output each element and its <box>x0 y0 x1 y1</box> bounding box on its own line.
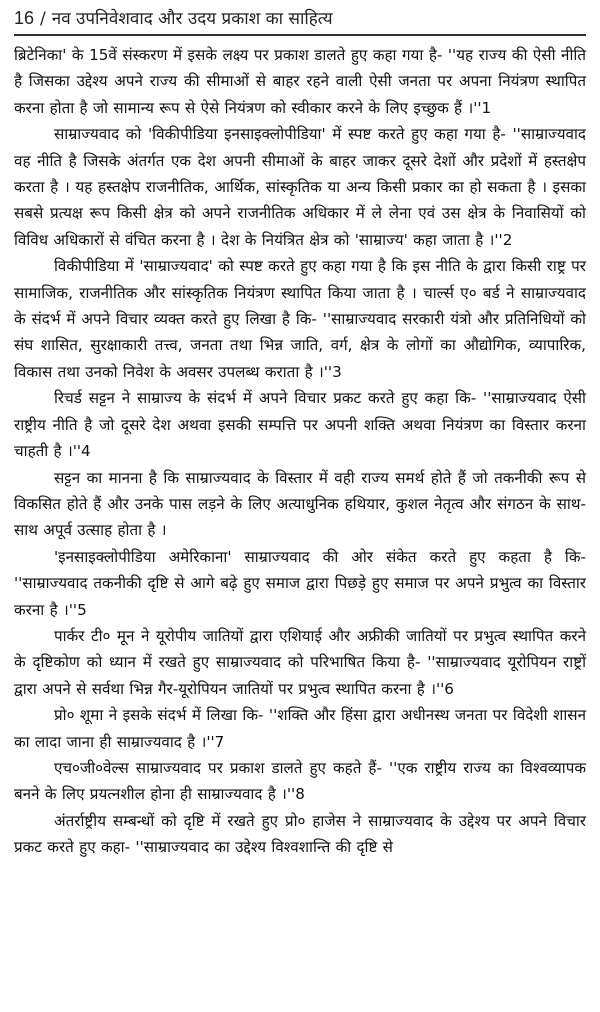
header-separator: / <box>40 9 46 29</box>
paragraph-1: ब्रिटेनिका' के 15वें संस्करण में इसके लक्ष्य पर प्रकाश डालते हुए कहा गया है- ''यह राज्य की ऐसी नीति है जिसका उद्देश्य अपने राज्य की सीमाओं से बाहर रहने वाली ऐसी जनता पर अपना नियंत्रण स्थापित करना होता है जो सामान्य रूप से ऐसे नियंत्रण को स्वीकार करने के लिए इच्छुक हैं ।''1 <box>14 46 586 117</box>
paragraph-3: विकीपीडिया में 'साम्राज्यवाद' को स्पष्ट करते हुए कहा गया है कि इस नीति के द्वारा किसी राष्ट्र पर सामाजिक, राजनीतिक और सांस्कृतिक नियंत्रण स्थापित किया जाता है । चार्ल्स ए० बर्ड ने साम्राज्यवाद के संदर्भ में अपने विचार व्यक्त करते हुए लिखा है कि- ''साम्राज्यवाद सरकारी यंत्रो और प्रतिनिधियों को संघ शासित, सुरक्षाकारी तत्त्व, जनता तथा भिन्न जाति, वर्ग, क्षेत्र के लोगों का औद्योगिक, व्यापारिक, विकास तथा उनको निवेश के अवसर उपलब्ध कराता है ।''3 <box>14 257 586 381</box>
paragraph-10: अंतर्राष्ट्रीय सम्बन्धों को दृष्टि में रखते हुए प्रो० हाजेस ने साम्राज्यवाद के उद्देश्य पर अपने विचार प्रकट करते हुए कहा- ''साम्राज्यवाद का उद्देश्य विश्वशान्ति की दृष्टि से <box>14 811 586 857</box>
paragraph-6: 'इनसाइक्लोपीडिया अमेरिकाना' साम्राज्यवाद की ओर संकेत करते हुए कहता है कि- ''साम्राज्यवाद तकनीकी दृष्टि से आगे बढ़े हुए समाज द्वारा पिछड़े हुए समाज पर अपने प्रभुत्व का विस्तार करना है ।''5 <box>14 547 586 619</box>
paragraph-2: साम्राज्यवाद को 'विकीपीडिया इनसाइक्लोपीडिया' में स्पष्ट करते हुए कहा गया है- ''साम्राज्यवाद वह नीति है जिसके अंतर्गत एक देश अपनी सीमाओं के बाहर जाकर दूसरे देशों और प्रदेशों में हस्तक्षेप करता है । यह हस्तक्षेप राजनीतिक, आर्थिक, सांस्कृतिक या अन्य किसी प्रकार का हो सकता है । इसका सबसे प्रत्यक्ष रूप किसी क्षेत्र को अपने राजनीतिक अधिकार में ले लेना एवं उस क्षेत्र के निवासियों को विविध अधिकारों से वंचित करना है । देश के नियंत्रित क्षेत्र को 'साम्राज्य' कहा जाता है ।''2 <box>14 125 586 249</box>
paragraph-8: प्रो० शूमा ने इसके संदर्भ में लिखा कि- ''शक्ति और हिंसा द्वारा अधीनस्थ जनता पर विदेशी शासन का लादा जाना ही साम्राज्यवाद है ।''7 <box>14 706 586 751</box>
running-title: नव उपनिवेशवाद और उदय प्रकाश का साहित्य <box>51 9 333 29</box>
paragraph-4: रिचर्ड सट्टन ने साम्राज्य के संदर्भ में अपने विचार प्रकट करते हुए कहा कि- ''साम्राज्यवाद ऐसी राष्ट्रीय नीति है जो दूसरे देश अथवा इसकी सम्पत्ति पर अपनी शक्ति अथवा नियंत्रण का विस्तार करना चाहती है ।''4 <box>14 389 586 461</box>
page-number: 16 <box>14 8 35 28</box>
running-header <box>14 6 586 32</box>
paragraph-5: सट्टन का मानना है कि साम्राज्यवाद के विस्तार में वही राज्य समर्थ होते हैं जो तकनीकी रूप से विकसित होते हैं और उनके पास लड़ने के लिए अत्याधुनिक हथियार, कुशल नेतृत्व और संगठन के साथ-साथ अपूर्व उत्साह होता है । <box>14 468 586 540</box>
body-text <box>14 42 586 861</box>
paragraph-7: पार्कर टी० मून ने यूरोपीय जातियों द्वारा एशियाई और अफ्रीकी जातियों पर प्रभुत्व स्थापित करने के दृष्टिकोण को ध्यान में रखते हुए साम्राज्यवाद को परिभाषित किया है- ''साम्राज्यवाद यूरोपियन राष्ट्रों द्वारा अपने से सर्वथा भिन्न गैर-यूरोपियन जातियों पर प्रभुत्व स्थापित करना है ।''6 <box>14 626 586 698</box>
paragraph-9: एच०जी०वेल्स साम्राज्यवाद पर प्रकाश डालते हुए कहते हैं- ''एक राष्ट्रीय राज्य का विश्वव्यापक बनने के लिए प्रयत्नशील होना ही साम्राज्यवाद है ।''8 <box>14 758 586 804</box>
header-rule <box>14 34 586 36</box>
